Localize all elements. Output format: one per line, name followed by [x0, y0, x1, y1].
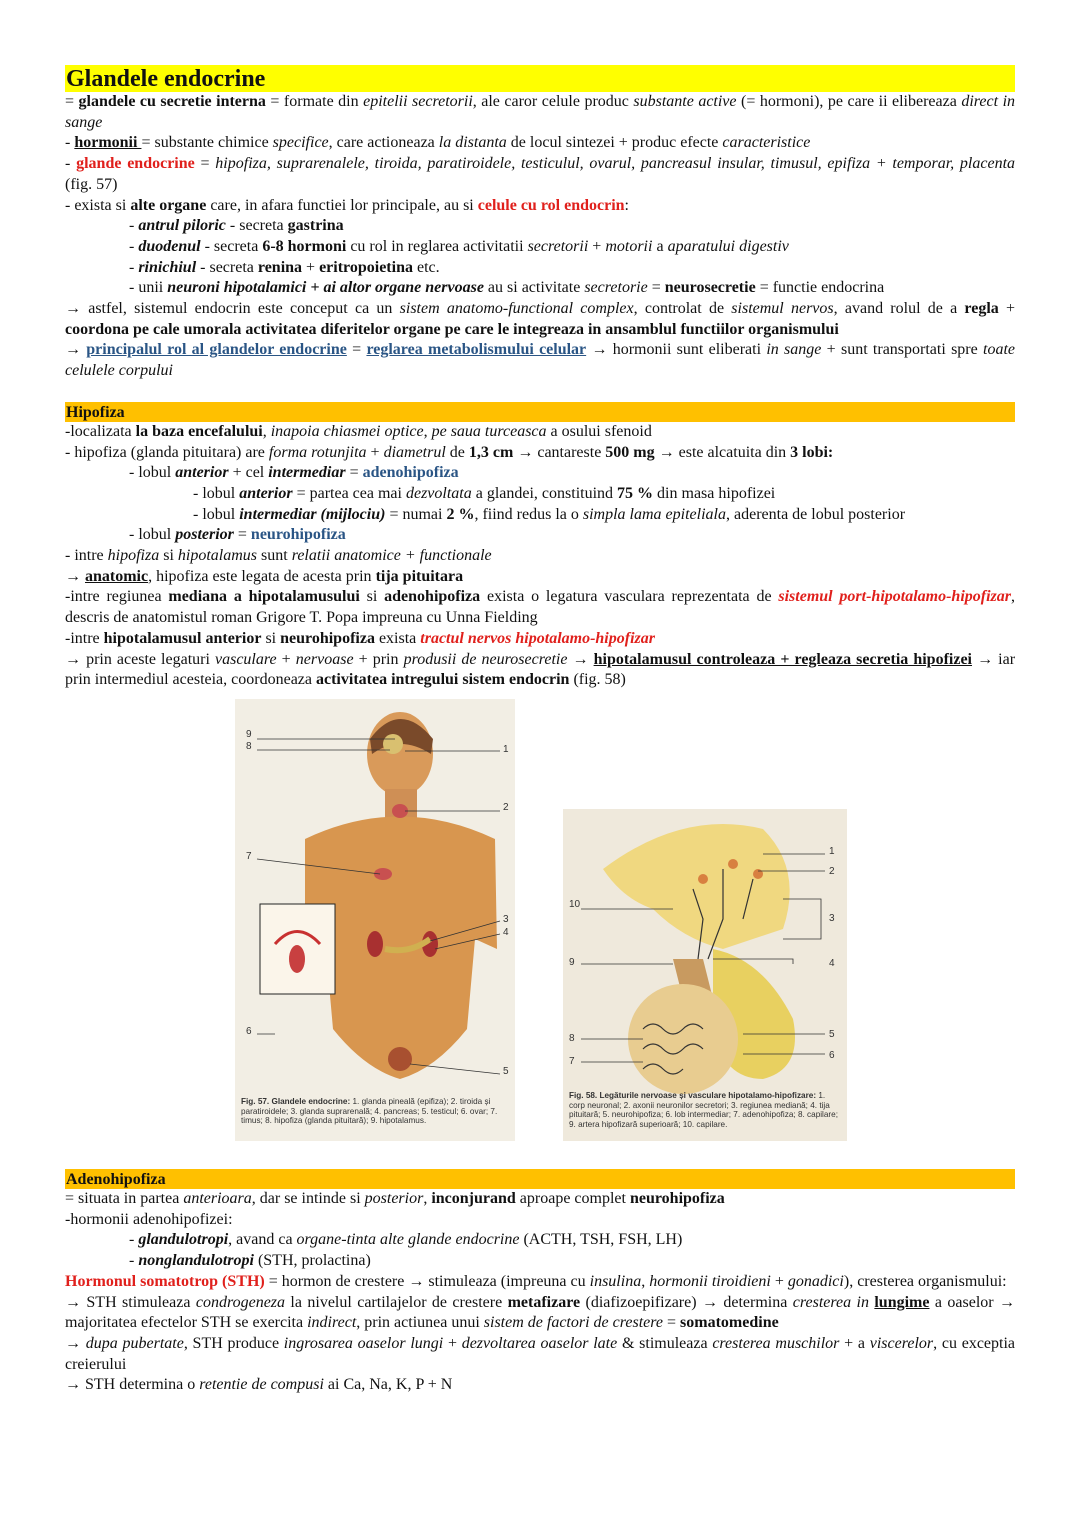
- text-run: sistemul port-hipotalamo-hipofizar: [778, 588, 1012, 606]
- text-run: a: [652, 237, 668, 255]
- text-run: principalul rol al glandelor endocrine: [86, 341, 347, 359]
- text-run: cu rol in reglarea activitatii: [346, 237, 528, 255]
- text-run: ,: [262, 422, 271, 440]
- fig57-caption: [241, 1097, 509, 1126]
- fig58-caption-text: 1. corp neuronal; 2. axonii neuronilor secretori; 3. regiunea mediană; 4. tija pituitară; 5. neurohipofiza; 6. lob intermediar; 7. adenohipofiza; 8. capilare; 9. artera hipofizară superioară; 10. capilare.: [569, 1090, 838, 1129]
- text-run: - lobul: [129, 464, 176, 482]
- text-run: nervoase: [295, 650, 354, 668]
- text-run: - secreta: [196, 258, 258, 276]
- text-run: = functie endocrina: [755, 279, 885, 297]
- text-run: retentie de compusi: [199, 1376, 324, 1394]
- paragraph: [65, 629, 1015, 650]
- paragraph: [65, 154, 1015, 195]
- text-run: → STH stimuleaza: [65, 1293, 196, 1311]
- text-run: aproape complet: [515, 1189, 630, 1207]
- fig58-label-5: 5: [829, 1028, 835, 1040]
- text-run: 75 %: [617, 484, 654, 502]
- text-run: la baza encefalului: [135, 422, 263, 440]
- text-run: = formate din: [265, 93, 364, 110]
- text-run: produsii de neurosecretie: [403, 650, 568, 668]
- text-run: - lobul: [129, 526, 176, 544]
- text-run: → hormonii sunt eliberati: [586, 341, 767, 359]
- text-run: -intre: [65, 629, 104, 647]
- text-run: - hipofiza (glanda pituitara) are: [65, 443, 269, 461]
- text-run: vasculare: [215, 650, 277, 668]
- text-run: exista: [374, 629, 421, 647]
- text-run: 1,3 cm: [468, 443, 514, 461]
- fig57-label-9: 9: [246, 728, 252, 740]
- fig58-label-8: 8: [569, 1032, 575, 1044]
- text-run: intermediar (mijlociu): [239, 505, 386, 523]
- text-run: +: [276, 650, 296, 668]
- text-run: substante active: [633, 93, 737, 110]
- text-run: - secreta: [225, 217, 288, 235]
- text-run: din masa hipofizei: [653, 484, 776, 502]
- text-run: inconjurand: [431, 1189, 516, 1207]
- text-run: , aderenta de lobul posterior: [725, 505, 906, 523]
- text-run: indirect: [307, 1314, 357, 1332]
- text-run: (ACTH, TSH, FSH, LH): [519, 1231, 683, 1249]
- text-run: (fig. 58): [569, 671, 626, 689]
- text-run: , avand rolul de a: [833, 300, 965, 318]
- text-run: , avand ca: [228, 1231, 297, 1249]
- text-run: - secreta: [200, 237, 263, 255]
- text-run: a oaselor → majoritatea efectelor STH se exercita: [65, 1293, 1016, 1332]
- list-item: [65, 237, 1015, 258]
- fig57-label-1: 1: [503, 743, 509, 755]
- text-run: +: [366, 443, 384, 461]
- text-run: la nivelul cartilajelor de crestere: [285, 1293, 508, 1311]
- list-item: [65, 1230, 1015, 1251]
- text-run: → STH determina o: [65, 1376, 200, 1394]
- text-run: ,: [423, 1189, 432, 1207]
- text-run: tija pituitara: [375, 567, 464, 585]
- text-run: somatomedine: [680, 1314, 779, 1332]
- text-run: -hormonii adenohipofizei:: [65, 1210, 233, 1228]
- text-run: insulina: [589, 1272, 642, 1290]
- list-item: [65, 216, 1015, 237]
- text-run: 2 %: [446, 505, 475, 523]
- text-run: alte organe: [130, 196, 207, 214]
- list-item: [65, 505, 1015, 526]
- text-run: +: [588, 237, 606, 255]
- text-run: , fiind redus la o: [474, 505, 583, 523]
- text-run: ingrosarea oaselor lungi: [283, 1334, 444, 1352]
- fig58-label-2: 2: [829, 865, 835, 877]
- text-run: etc.: [412, 258, 440, 276]
- text-run: aparatului digestiv: [667, 237, 789, 255]
- text-run: , controlat de: [633, 300, 732, 318]
- text-run: adenohipofiza: [362, 464, 459, 482]
- list-item: [65, 278, 1015, 299]
- text-run: → iar prin intermediul acesteia, coordoneaza: [65, 650, 1016, 689]
- text-run: neurohipofiza: [280, 629, 375, 647]
- text-run: de: [445, 443, 469, 461]
- section-heading: Adenohipofiza: [65, 1169, 1015, 1189]
- text-run: - exista si: [65, 196, 131, 214]
- text-run: organe-tinta alte glande endocrine: [296, 1231, 520, 1249]
- human-torso-illustration: [235, 699, 515, 1141]
- text-run: - intre: [65, 547, 108, 565]
- fig58-label-9: 9: [569, 956, 575, 968]
- text-run: a glandei, constituind: [471, 484, 618, 502]
- text-run: , dar se intinde si: [251, 1189, 365, 1207]
- fig58-label-1: 1: [829, 845, 835, 857]
- paragraph: [65, 567, 1015, 588]
- text-run: sunt: [257, 547, 292, 565]
- fig58-caption-title: Fig. 58. Legăturile nervoase și vasculare hipotalamo-hipofizare:: [569, 1090, 817, 1100]
- text-run: -: [65, 155, 77, 173]
- text-run: - unii: [129, 279, 168, 297]
- text-run: cresterea in: [792, 1293, 869, 1311]
- text-run: , care actioneaza: [328, 134, 439, 152]
- text-run: neurosecretie: [664, 279, 756, 297]
- text-run: cresterea muschilor: [712, 1334, 840, 1352]
- text-run: anterior: [239, 484, 293, 502]
- text-run: = substante chimice: [141, 134, 273, 152]
- text-run: diametrul: [383, 443, 446, 461]
- paragraph: [65, 133, 1015, 154]
- paragraph: [65, 1293, 1015, 1334]
- text-run: dezvoltarea oaselor late: [461, 1334, 618, 1352]
- text-run: Hormonul somatotrop (STH): [65, 1272, 265, 1290]
- text-run: dezvoltata: [405, 484, 472, 502]
- fig57-caption-title: Fig. 57. Glandele endocrine:: [241, 1096, 351, 1106]
- text-run: secretorii: [527, 237, 589, 255]
- text-run: duodenul: [138, 237, 201, 255]
- text-run: →: [567, 650, 594, 668]
- list-item: [65, 258, 1015, 279]
- text-run: motorii: [605, 237, 653, 255]
- text-run: relatii anatomice + functionale: [291, 547, 492, 565]
- list-item: [65, 525, 1015, 546]
- paragraph: [65, 196, 1015, 217]
- fig58-caption: [569, 1091, 841, 1129]
- text-run: = numai: [385, 505, 447, 523]
- document-page: [65, 65, 1015, 1396]
- text-run: viscerelor: [869, 1334, 934, 1352]
- text-run: & stimuleaza: [617, 1334, 713, 1352]
- text-run: a osului sfenoid: [546, 422, 652, 440]
- text-run: si: [261, 629, 281, 647]
- text-run: -intre regiunea: [65, 588, 169, 606]
- text-run: intermediar: [268, 464, 346, 482]
- text-run: , descris de anatomistul roman Grigore T. Popa impreuna cu Unna Fielding: [65, 588, 1016, 627]
- figures-row: [65, 691, 1015, 1169]
- section-hipofiza: [65, 402, 1015, 691]
- text-run: gastrina: [287, 217, 344, 235]
- figure-57-endocrine-glands: [235, 699, 515, 1141]
- text-run: epitelii secretorii: [363, 93, 473, 110]
- text-run: de locul sintezei + produc efecte: [506, 134, 723, 152]
- text-run: ,: [423, 422, 432, 440]
- text-run: → cantareste: [513, 443, 606, 461]
- text-run: hipofiza: [107, 547, 160, 565]
- list-item: [65, 463, 1015, 484]
- text-run: 6-8 hormoni: [262, 237, 347, 255]
- text-run: -: [129, 258, 139, 276]
- text-run: hormonii: [74, 134, 142, 152]
- text-run: nonglandulotropi: [138, 1252, 254, 1270]
- text-run: forma rotunjita: [268, 443, 367, 461]
- text-run: = partea cea mai: [292, 484, 406, 502]
- text-run: , cu exceptia creierului: [65, 1334, 1016, 1373]
- fig57-label-3: 3: [503, 913, 509, 925]
- text-run: eritropoietina: [319, 258, 413, 276]
- text-run: la distanta: [438, 134, 507, 152]
- text-run: secretorie: [584, 279, 648, 297]
- fig57-label-5: 5: [503, 1065, 509, 1077]
- text-run: -: [129, 1252, 139, 1270]
- text-run: care, in afara functiei lor principale, au si: [206, 196, 478, 214]
- fig57-label-7: 7: [246, 850, 252, 862]
- text-run: :: [624, 196, 629, 214]
- text-run: , prin actiunea unui: [356, 1314, 484, 1332]
- section-heading: Glandele endocrine: [65, 65, 1015, 92]
- text-run: exista o legatura vasculara reprezentata de: [480, 588, 779, 606]
- text-run: →: [65, 567, 85, 585]
- text-run: =: [65, 93, 79, 110]
- text-run: hipofiza, suprarenalele, tiroida, paratiroidele, testiculul, ovarul, pancreasul insular, timusul, epifiza + temporar, placenta: [215, 155, 1016, 173]
- text-run: → este alcatuita din: [654, 443, 791, 461]
- paragraph: [65, 299, 1015, 340]
- text-run: lungime: [874, 1293, 930, 1311]
- text-run: sistem de factori de crestere: [483, 1314, 663, 1332]
- text-run: anatomic: [85, 567, 149, 585]
- text-run: =: [647, 279, 665, 297]
- text-run: neuroni hipotalamici + ai altor organe nervoase: [167, 279, 484, 297]
- text-run: hipotalamusul controleaza + regleaza secretia hipofizei: [593, 650, 973, 668]
- text-run: -: [129, 217, 139, 235]
- text-run: =: [233, 526, 251, 544]
- text-run: = hormon de crestere → stimuleaza (impreuna cu: [264, 1272, 590, 1290]
- text-run: direct in sange: [65, 93, 1016, 131]
- text-run: (= hormoni), pe care ii elibereaza: [736, 93, 962, 110]
- text-run: toate celulele corpului: [65, 341, 1015, 380]
- text-run: + prin: [353, 650, 404, 668]
- text-run: hipotalamus: [177, 547, 258, 565]
- text-run: -: [129, 1231, 139, 1249]
- list-item: [65, 1251, 1015, 1272]
- text-run: glandele cu secretie interna: [78, 93, 266, 110]
- fig58-label-6: 6: [829, 1049, 835, 1061]
- text-run: -: [65, 134, 75, 152]
- paragraph: [65, 1375, 1015, 1396]
- figure-58-hypothalamo-pituitary: [563, 809, 847, 1141]
- text-run: ,: [641, 1272, 650, 1290]
- text-run: (diafizoepifizare) → determina: [580, 1293, 793, 1311]
- text-run: in sange: [766, 341, 822, 359]
- text-run: -: [129, 237, 139, 255]
- section-glandele-endocrine: [65, 65, 1015, 382]
- text-run: → astfel, sistemul endocrin este conceput ca un: [65, 300, 400, 318]
- text-run: , hipofiza este legata de acesta prin: [148, 567, 376, 585]
- text-run: specifice: [272, 134, 329, 152]
- text-run: antrul piloric: [138, 217, 226, 235]
- text-run: si: [359, 588, 385, 606]
- text-run: →: [65, 341, 87, 359]
- paragraph: [65, 1189, 1015, 1210]
- text-run: caracteristice: [722, 134, 811, 152]
- paragraph: [65, 443, 1015, 464]
- text-run: sistemul nervos: [731, 300, 834, 318]
- text-run: 500 mg: [605, 443, 655, 461]
- text-run: celule cu rol endocrin: [477, 196, 625, 214]
- text-run: simpla lama epiteliala: [582, 505, 726, 523]
- paragraph: [65, 546, 1015, 567]
- text-run: 3 lobi:: [790, 443, 834, 461]
- text-run: activitatea intregului sistem endocrin: [316, 671, 570, 689]
- text-run: - lobul: [193, 505, 240, 523]
- text-run: hipotalamusul anterior: [103, 629, 262, 647]
- text-run: + sunt transportati spre: [821, 341, 983, 359]
- fig57-caption-text: 1. glanda pineală (epifiza); 2. tiroida și paratiroidele; 3. glanda suprarenală; 4. pancreas; 5. testicul; 6. ovar; 7. timus; 8. hipofiza (glanda pituitară); 9. hipotalamus.: [241, 1096, 498, 1126]
- fig57-label-6: 6: [246, 1025, 252, 1037]
- fig58-label-4: 4: [829, 957, 835, 969]
- text-run: ai Ca, Na, K, P + N: [323, 1376, 453, 1394]
- text-run: condrogeneza: [195, 1293, 286, 1311]
- paragraph: [65, 1334, 1015, 1375]
- fig57-label-8: 8: [246, 740, 252, 752]
- text-run: hormonii tiroidieni: [649, 1272, 771, 1290]
- text-run: +: [770, 1272, 788, 1290]
- text-run: glandulotropi: [138, 1231, 229, 1249]
- text-run: +: [443, 1334, 462, 1352]
- text-run: =: [663, 1314, 681, 1332]
- text-run: neurohipofiza: [629, 1189, 725, 1207]
- text-run: glande endocrine: [76, 155, 195, 173]
- text-run: posterior: [364, 1189, 424, 1207]
- text-run: , STH produce: [183, 1334, 284, 1352]
- paragraph: [65, 92, 1015, 133]
- text-run: =: [346, 341, 367, 359]
- fig58-label-10: 10: [569, 898, 581, 910]
- text-run: sistem anatomo-functional complex: [399, 300, 634, 318]
- text-run: pe saua turceasca: [431, 422, 547, 440]
- text-run: mediana a hipotalamusului: [168, 588, 360, 606]
- text-run: +: [302, 258, 320, 276]
- list-item: [65, 484, 1015, 505]
- text-run: (STH, prolactina): [253, 1252, 371, 1270]
- fig57-label-4: 4: [503, 926, 509, 938]
- text-run: gonadici: [787, 1272, 844, 1290]
- text-run: anterioara: [183, 1189, 252, 1207]
- paragraph: [65, 587, 1015, 628]
- paragraph: [65, 1272, 1015, 1293]
- text-run: → prin aceste legaturi: [65, 650, 215, 668]
- text-run: adenohipofiza: [384, 588, 481, 606]
- section-heading: Hipofiza: [65, 402, 1015, 422]
- text-run: si: [159, 547, 178, 565]
- text-run: tractul nervos hipotalamo-hipofizar: [420, 629, 655, 647]
- text-run: dupa pubertate: [85, 1334, 184, 1352]
- paragraph: [65, 422, 1015, 443]
- text-run: +: [998, 300, 1016, 318]
- text-run: =: [194, 155, 216, 173]
- text-run: + cel: [228, 464, 269, 482]
- fig57-label-2: 2: [503, 801, 509, 813]
- fig58-label-7: 7: [569, 1055, 575, 1067]
- text-run: au si activitate: [483, 279, 585, 297]
- text-run: inapoia chiasmei optice: [270, 422, 424, 440]
- text-run: = situata in partea: [65, 1189, 184, 1207]
- paragraph: [65, 650, 1015, 691]
- section-adenohipofiza: [65, 1169, 1015, 1396]
- text-run: coordona pe cale umorala activitatea diferitelor organe pe care le integreaza in ansamblul functiilor organismului: [65, 320, 839, 338]
- text-run: posterior: [175, 526, 234, 544]
- text-run: anterior: [175, 464, 229, 482]
- text-run: neurohipofiza: [250, 526, 346, 544]
- text-run: - lobul: [193, 484, 240, 502]
- text-run: renina: [257, 258, 303, 276]
- text-run: =: [345, 464, 363, 482]
- text-run: metafizare: [507, 1293, 581, 1311]
- text-run: rinichiul: [138, 258, 197, 276]
- text-run: + a: [839, 1334, 870, 1352]
- paragraph: [65, 340, 1015, 381]
- text-run: ), cresterea organismului:: [843, 1272, 1007, 1290]
- paragraph: [65, 1210, 1015, 1231]
- text-run: , ale caror celule produc: [472, 93, 634, 110]
- text-run: (fig. 57): [65, 175, 118, 193]
- text-run: →: [65, 1334, 86, 1352]
- text-run: -localizata: [65, 422, 136, 440]
- fig58-label-3: 3: [829, 912, 835, 924]
- text-run: regla: [964, 300, 999, 318]
- text-run: reglarea metabolismului celular: [366, 341, 587, 359]
